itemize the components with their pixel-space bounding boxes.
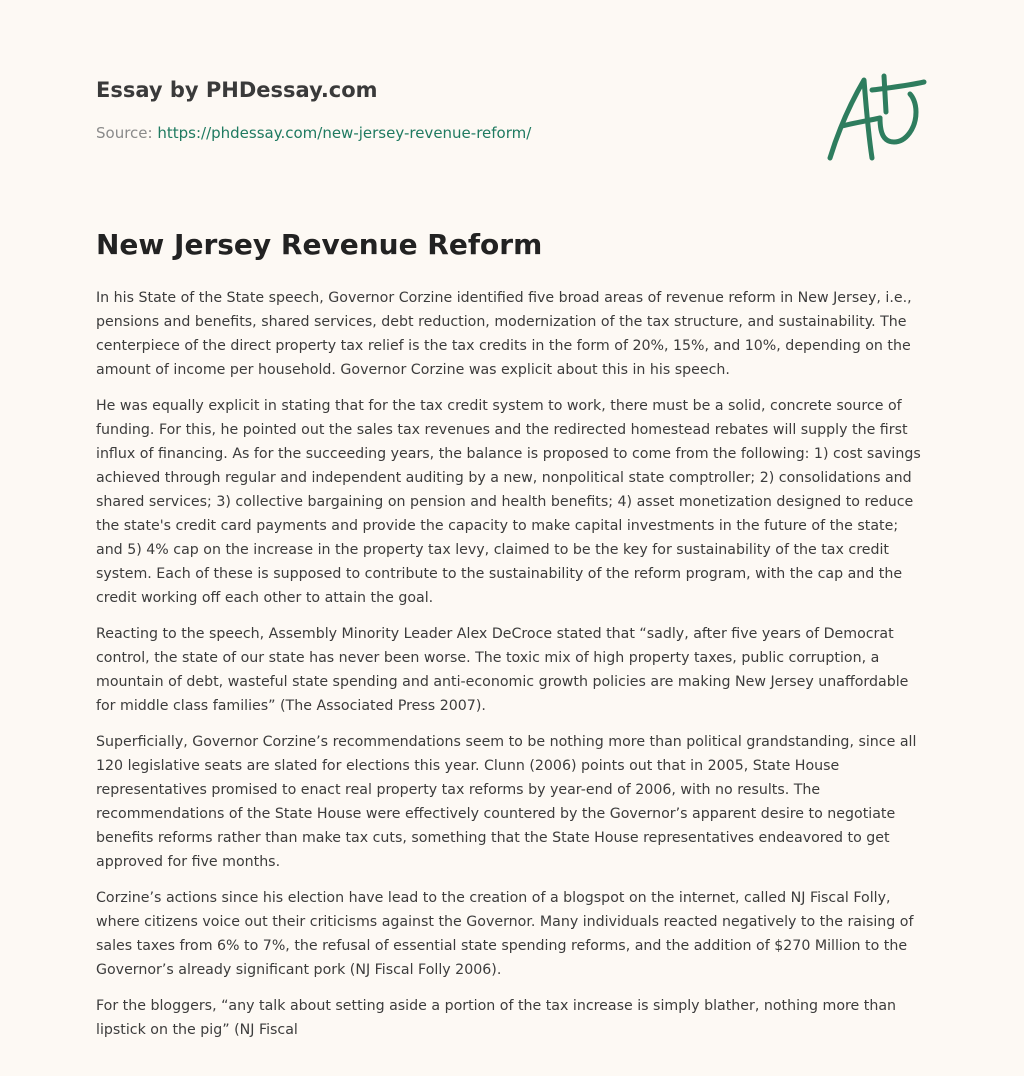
source-link[interactable]: https://phdessay.com/new-jersey-revenue-reform/ bbox=[157, 124, 532, 142]
article-title: New Jersey Revenue Reform bbox=[96, 228, 543, 261]
paragraph: Reacting to the speech, Assembly Minority Leader Alex DeCroce stated that “sadly, after five years of Democrat control, the state of our state has never been worse. The toxic mix of high property taxes, public corruption, a mountain of debt, wasteful state spending and anti-economic growth policies are making New Jersey unaffordable for middle class families” (The Associated Press 2007). bbox=[96, 626, 909, 714]
paragraph: Superficially, Governor Corzine’s recommendations seem to be nothing more than political grandstanding, since all 120 legislative seats are slated for elections this year. Clunn (2006) points out that in 2005, State House representatives promised to enact real property tax reforms by year-end of 2006, with no results. The recommendations of the State House were effectively countered by the Governor’s apparent desire to negotiate benefits reforms rather than make tax cuts, something that the State House representatives endeavored to get approved for five months. bbox=[96, 734, 917, 870]
source-line bbox=[96, 122, 696, 144]
site-brand: Essay by PHDessay.com bbox=[96, 78, 378, 102]
paragraph: Corzine’s actions since his election have lead to the creation of a blogspot on the internet, called NJ Fiscal Folly, where citizens voice out their criticisms against the Governor. Many individuals reacted negatively to the raising of sales taxes from 6% to 7%, the refusal of essential state spending reforms, and the addition of $270 Million to the Governor’s already significant pork (NJ Fiscal Folly 2006). bbox=[96, 890, 914, 978]
paragraph: For the bloggers, “any talk about setting aside a portion of the tax increase is simply blather, nothing more than lipstick on the pig” (NJ Fiscal bbox=[96, 998, 897, 1038]
a-plus-logo-icon bbox=[820, 66, 930, 166]
essay-header bbox=[96, 72, 696, 144]
paragraph: In his State of the State speech, Governor Corzine identified five broad areas of revenue reform in New Jersey, i.e., pensions and benefits, shared services, debt reduction, modernization of the tax structure, and sustainability. The centerpiece of the direct property tax relief is the tax credits in the form of 20%, 15%, and 10%, depending on the amount of income per household. Governor Corzine was explicit about this in his speech. bbox=[96, 290, 912, 378]
article-body bbox=[96, 286, 926, 1054]
source-label: Source: bbox=[96, 124, 153, 142]
paragraph: He was equally explicit in stating that for the tax credit system to work, there must be a solid, concrete source of funding. For this, he pointed out the sales tax revenues and the redirected homestead rebates will supply the first influx of financing. As for the succeeding years, the balance is proposed to come from the following: 1) cost savings achieved through regular and independent auditing by a new, nonpolitical state comptroller; 2) consolidations and shared services; 3) collective bargaining on pension and health benefits; 4) asset monetization designed to reduce the state's credit card payments and provide the capacity to make capital investments in the future of the state; and 5) 4% cap on the increase in the property tax levy, claimed to be the key for sustainability of the tax credit system. Each of these is supposed to contribute to the sustainability of the reform program, with the cap and the credit working off each other to attain the goal. bbox=[96, 398, 921, 606]
